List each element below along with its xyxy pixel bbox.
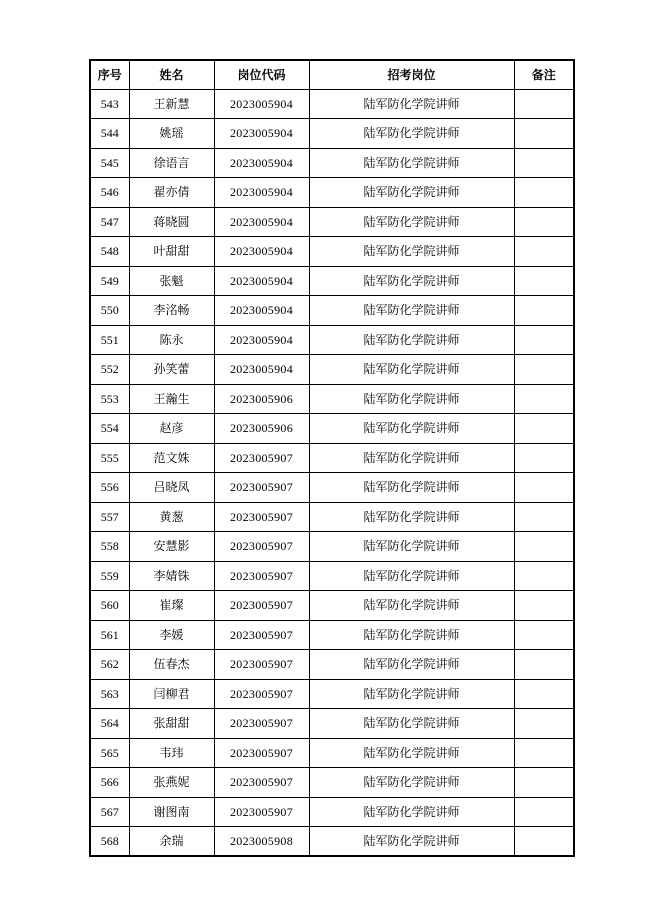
cell-note: [514, 89, 574, 119]
cell-index: 554: [90, 414, 129, 444]
cell-code: 2023005907: [214, 768, 309, 798]
cell-index: 555: [90, 443, 129, 473]
cell-index: 564: [90, 709, 129, 739]
cell-name: 张魁: [129, 266, 214, 296]
cell-note: [514, 650, 574, 680]
cell-index: 562: [90, 650, 129, 680]
table-row: [90, 797, 574, 827]
cell-name: 李洺畅: [129, 296, 214, 326]
table-row: [90, 532, 574, 562]
cell-index: 551: [90, 325, 129, 355]
cell-code: 2023005907: [214, 502, 309, 532]
header-row: [90, 60, 574, 89]
cell-name: 王新慧: [129, 89, 214, 119]
cell-code: 2023005904: [214, 237, 309, 267]
cell-name: 闫柳君: [129, 679, 214, 709]
cell-note: [514, 502, 574, 532]
cell-position: 陆军防化学院讲师: [309, 709, 514, 739]
cell-note: [514, 709, 574, 739]
table-row: [90, 650, 574, 680]
cell-note: [514, 768, 574, 798]
cell-code: 2023005904: [214, 89, 309, 119]
cell-position: 陆军防化学院讲师: [309, 738, 514, 768]
cell-note: [514, 532, 574, 562]
cell-position: 陆军防化学院讲师: [309, 237, 514, 267]
cell-note: [514, 620, 574, 650]
cell-index: 563: [90, 679, 129, 709]
cell-name: 王瀚生: [129, 384, 214, 414]
cell-code: 2023005904: [214, 355, 309, 385]
cell-position: 陆军防化学院讲师: [309, 325, 514, 355]
table-row: [90, 266, 574, 296]
table-row: [90, 178, 574, 208]
cell-position: 陆军防化学院讲师: [309, 89, 514, 119]
cell-index: 561: [90, 620, 129, 650]
cell-code: 2023005907: [214, 443, 309, 473]
recruitment-roster-table: [89, 59, 575, 857]
cell-index: 553: [90, 384, 129, 414]
table-body: [90, 89, 574, 856]
cell-note: [514, 237, 574, 267]
cell-name: 李婧铢: [129, 561, 214, 591]
cell-note: [514, 738, 574, 768]
cell-note: [514, 207, 574, 237]
table-row: [90, 119, 574, 149]
cell-note: [514, 679, 574, 709]
cell-code: 2023005904: [214, 119, 309, 149]
header-cell-code: 岗位代码: [214, 60, 309, 89]
table-row: [90, 679, 574, 709]
table-row: [90, 148, 574, 178]
cell-code: 2023005904: [214, 296, 309, 326]
cell-index: 547: [90, 207, 129, 237]
cell-index: 549: [90, 266, 129, 296]
cell-position: 陆军防化学院讲师: [309, 768, 514, 798]
cell-code: 2023005908: [214, 827, 309, 857]
cell-note: [514, 266, 574, 296]
cell-name: 蒋晓圆: [129, 207, 214, 237]
cell-name: 崔璨: [129, 591, 214, 621]
cell-name: 韦玮: [129, 738, 214, 768]
header-cell-note: 备注: [514, 60, 574, 89]
cell-position: 陆军防化学院讲师: [309, 119, 514, 149]
cell-index: 552: [90, 355, 129, 385]
cell-position: 陆军防化学院讲师: [309, 355, 514, 385]
cell-index: 543: [90, 89, 129, 119]
cell-position: 陆军防化学院讲师: [309, 148, 514, 178]
cell-note: [514, 325, 574, 355]
cell-index: 550: [90, 296, 129, 326]
cell-index: 557: [90, 502, 129, 532]
table-row: [90, 237, 574, 267]
table-row: [90, 443, 574, 473]
cell-name: 翟亦倩: [129, 178, 214, 208]
cell-name: 陈永: [129, 325, 214, 355]
cell-position: 陆军防化学院讲师: [309, 414, 514, 444]
cell-index: 567: [90, 797, 129, 827]
cell-code: 2023005907: [214, 679, 309, 709]
cell-index: 565: [90, 738, 129, 768]
table-row: [90, 709, 574, 739]
cell-position: 陆军防化学院讲师: [309, 650, 514, 680]
table-header: [90, 60, 574, 89]
cell-note: [514, 355, 574, 385]
cell-name: 安慧影: [129, 532, 214, 562]
cell-name: 李媛: [129, 620, 214, 650]
cell-code: 2023005907: [214, 738, 309, 768]
cell-code: 2023005907: [214, 473, 309, 503]
cell-note: [514, 178, 574, 208]
cell-index: 558: [90, 532, 129, 562]
cell-name: 张甜甜: [129, 709, 214, 739]
cell-position: 陆军防化学院讲师: [309, 797, 514, 827]
cell-note: [514, 591, 574, 621]
cell-index: 568: [90, 827, 129, 857]
header-cell-index: 序号: [90, 60, 129, 89]
table-row: [90, 355, 574, 385]
cell-note: [514, 148, 574, 178]
header-cell-position: 招考岗位: [309, 60, 514, 89]
table-row: [90, 207, 574, 237]
cell-position: 陆军防化学院讲师: [309, 502, 514, 532]
cell-position: 陆军防化学院讲师: [309, 532, 514, 562]
cell-position: 陆军防化学院讲师: [309, 827, 514, 857]
cell-code: 2023005907: [214, 591, 309, 621]
cell-index: 556: [90, 473, 129, 503]
cell-note: [514, 473, 574, 503]
header-cell-name: 姓名: [129, 60, 214, 89]
cell-name: 范文姝: [129, 443, 214, 473]
table-row: [90, 620, 574, 650]
table-row: [90, 384, 574, 414]
cell-note: [514, 384, 574, 414]
cell-position: 陆军防化学院讲师: [309, 296, 514, 326]
cell-index: 546: [90, 178, 129, 208]
cell-name: 张燕妮: [129, 768, 214, 798]
cell-index: 560: [90, 591, 129, 621]
cell-position: 陆军防化学院讲师: [309, 443, 514, 473]
table-row: [90, 325, 574, 355]
cell-note: [514, 119, 574, 149]
table-row: [90, 89, 574, 119]
cell-position: 陆军防化学院讲师: [309, 266, 514, 296]
cell-note: [514, 561, 574, 591]
table-row: [90, 296, 574, 326]
cell-note: [514, 797, 574, 827]
table-row: [90, 502, 574, 532]
cell-position: 陆军防化学院讲师: [309, 591, 514, 621]
cell-position: 陆军防化学院讲师: [309, 561, 514, 591]
cell-note: [514, 443, 574, 473]
table-row: [90, 591, 574, 621]
cell-code: 2023005906: [214, 414, 309, 444]
cell-name: 赵彦: [129, 414, 214, 444]
cell-position: 陆军防化学院讲师: [309, 679, 514, 709]
cell-code: 2023005904: [214, 178, 309, 208]
cell-position: 陆军防化学院讲师: [309, 207, 514, 237]
cell-note: [514, 414, 574, 444]
cell-position: 陆军防化学院讲师: [309, 178, 514, 208]
cell-code: 2023005904: [214, 325, 309, 355]
cell-name: 孙笑蕾: [129, 355, 214, 385]
cell-name: 余瑞: [129, 827, 214, 857]
cell-note: [514, 296, 574, 326]
cell-code: 2023005904: [214, 148, 309, 178]
table-row: [90, 827, 574, 857]
cell-note: [514, 827, 574, 857]
table-row: [90, 414, 574, 444]
cell-code: 2023005907: [214, 561, 309, 591]
cell-code: 2023005904: [214, 207, 309, 237]
cell-name: 姚瑶: [129, 119, 214, 149]
table-row: [90, 738, 574, 768]
table-row: [90, 473, 574, 503]
cell-name: 吕晓凤: [129, 473, 214, 503]
cell-name: 伍春杰: [129, 650, 214, 680]
cell-code: 2023005907: [214, 532, 309, 562]
cell-code: 2023005907: [214, 709, 309, 739]
table-row: [90, 561, 574, 591]
cell-index: 545: [90, 148, 129, 178]
cell-code: 2023005906: [214, 384, 309, 414]
cell-index: 566: [90, 768, 129, 798]
cell-code: 2023005907: [214, 650, 309, 680]
cell-code: 2023005907: [214, 797, 309, 827]
cell-index: 559: [90, 561, 129, 591]
cell-name: 叶甜甜: [129, 237, 214, 267]
cell-index: 548: [90, 237, 129, 267]
cell-code: 2023005907: [214, 620, 309, 650]
cell-name: 徐语言: [129, 148, 214, 178]
cell-name: 黄葱: [129, 502, 214, 532]
cell-code: 2023005904: [214, 266, 309, 296]
table-row: [90, 768, 574, 798]
cell-position: 陆军防化学院讲师: [309, 384, 514, 414]
cell-position: 陆军防化学院讲师: [309, 620, 514, 650]
cell-position: 陆军防化学院讲师: [309, 473, 514, 503]
cell-index: 544: [90, 119, 129, 149]
cell-name: 谢图南: [129, 797, 214, 827]
